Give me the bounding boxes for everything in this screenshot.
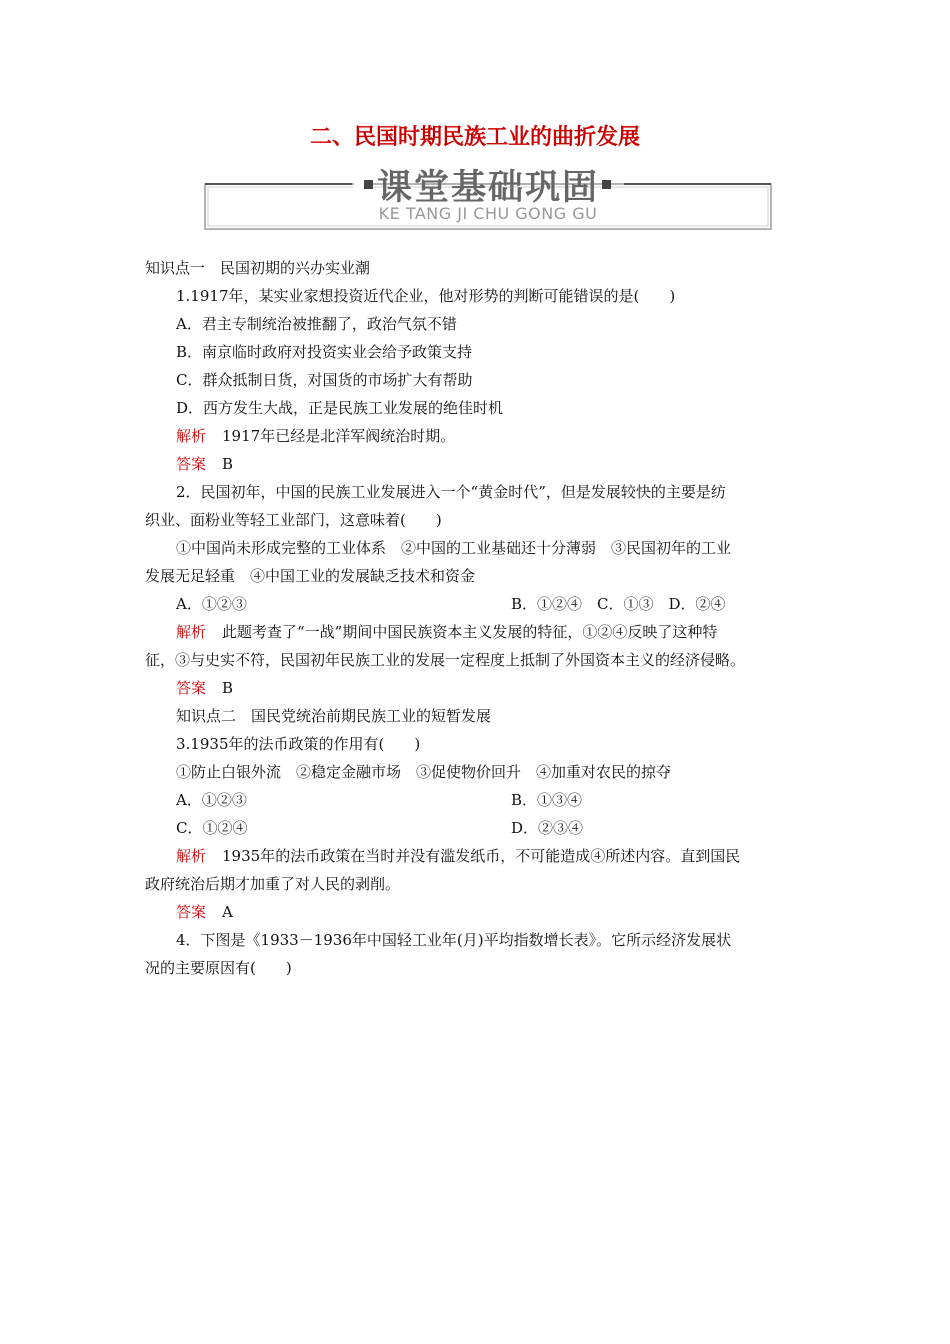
question-2-answer (176, 678, 233, 698)
question-4-stem-line-2: 况的主要原因有( ) (145, 959, 292, 977)
question-3-option-b: B．①③④ (511, 791, 583, 809)
banner-title: 课堂基础巩固 (376, 168, 599, 208)
section-banner (204, 168, 772, 230)
question-3-answer (176, 902, 233, 922)
answer-label: 答案 (176, 455, 207, 473)
question-2-option-a: A．①②③ (176, 595, 247, 613)
question-3-analysis-line-1 (176, 846, 740, 866)
answer-value: B (222, 455, 234, 473)
question-3-analysis-line-2: 政府统治后期才加重了对人民的剥削。 (145, 875, 401, 893)
question-1-option-b: B．南京临时政府对投资实业会给予政策支持 (176, 343, 473, 361)
question-2-analysis-line-1 (176, 622, 717, 642)
section-heading: 知识点一 民国初期的兴办实业潮 (145, 259, 371, 277)
question-2-items-line-2: 发展无足轻重 ④中国工业的发展缺乏技术和资金 (145, 567, 476, 585)
question-2-stem-line-1: 2．民国初年，中国的民族工业发展进入一个“黄金时代”，但是发展较快的主要是纺 (176, 483, 726, 501)
answer-label: 答案 (176, 903, 207, 921)
analysis-text: 1917年已经是北洋军阀统治时期。 (222, 427, 456, 445)
question-2-stem-line-2: 织业、面粉业等轻工业部门，这意味着( ) (145, 511, 442, 529)
analysis-label: 解析 (176, 623, 207, 641)
question-3-items: ①防止白银外流 ②稳定金融市场 ③促使物价回升 ④加重对农民的掠夺 (176, 763, 672, 781)
analysis-text: 此题考查了“一战”期间中国民族资本主义发展的特征，①②④反映了这种特 (222, 623, 718, 641)
question-1-analysis (176, 426, 455, 446)
page-title: 二、民国时期民族工业的曲折发展 (309, 125, 640, 150)
question-1-stem: 1.1917年，某实业家想投资近代企业，他对形势的判断可能错误的是( ) (176, 287, 676, 305)
analysis-label: 解析 (176, 427, 207, 445)
question-3-option-d: D．②③④ (511, 819, 584, 837)
question-3-option-c: C．①②④ (176, 819, 248, 837)
question-1-option-a: A．君主专制统治被推翻了，政治气氛不错 (176, 315, 457, 333)
question-1-option-d: D．西方发生大战，正是民族工业发展的绝佳时机 (176, 399, 504, 417)
question-3-stem: 3.1935年的法币政策的作用有( ) (176, 735, 421, 753)
analysis-label: 解析 (176, 847, 207, 865)
answer-label: 答案 (176, 679, 207, 697)
question-2-items-line-1: ①中国尚未形成完整的工业体系 ②中国的工业基础还十分薄弱 ③民国初年的工业 (176, 539, 732, 557)
analysis-text: 1935年的法币政策在当时并没有滥发纸币，不可能造成④所述内容。直到国民 (222, 847, 741, 865)
question-2-analysis-line-2: 征，③与史实不符，民国初年民族工业的发展一定程度上抵制了外国资本主义的经济侵略。 (145, 651, 746, 669)
question-1-answer (176, 454, 233, 474)
answer-value: B (222, 679, 234, 697)
section-heading: 知识点二 国民党统治前期民族工业的短暂发展 (176, 707, 492, 725)
question-4-stem-line-1: 4．下图是《1933－1936年中国轻工业年(月)平均指数增长表》。它所示经济发展状 (176, 931, 732, 949)
question-2-options-bcd: B．①②④ C．①③ D．②④ (511, 595, 726, 613)
question-3-option-a: A．①②③ (176, 791, 247, 809)
answer-value: A (222, 903, 233, 921)
banner-subtitle: KE TANG JI CHU GONG GU (378, 204, 598, 223)
question-1-option-c: C．群众抵制日货，对国货的市场扩大有帮助 (176, 371, 473, 389)
